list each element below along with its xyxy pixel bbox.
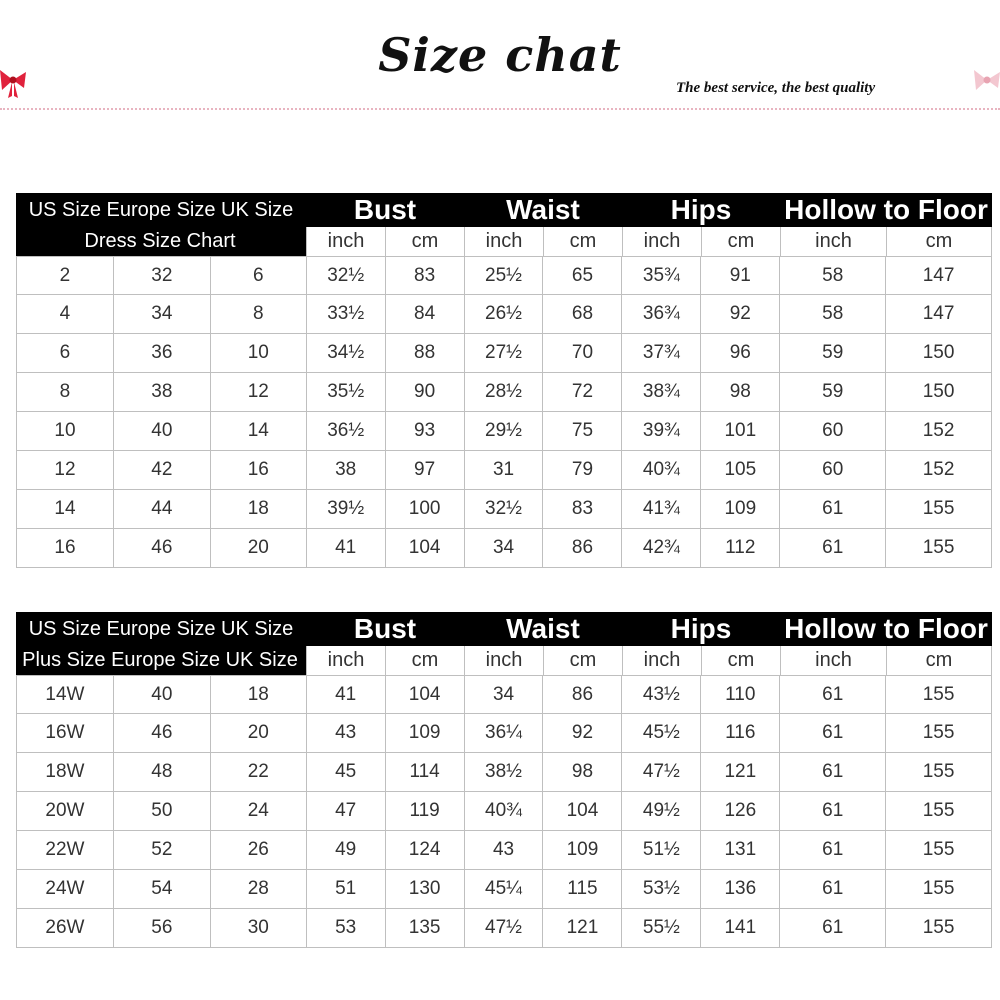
table-cell: 40 bbox=[114, 412, 211, 450]
table-cell: 55½ bbox=[622, 909, 701, 947]
table-cell: 119 bbox=[386, 792, 465, 830]
table-cell: 32½ bbox=[465, 490, 544, 528]
table-cell: 48 bbox=[114, 753, 211, 791]
table-cell: 155 bbox=[886, 870, 992, 908]
unit-row bbox=[306, 227, 992, 256]
group-waist: Waist bbox=[506, 194, 580, 225]
table-cell: 152 bbox=[886, 451, 992, 489]
table-cell: 50 bbox=[114, 792, 211, 830]
unit-label: cm bbox=[886, 646, 992, 675]
chart-name-label: Plus Size Europe Size UK Size bbox=[16, 646, 304, 675]
table-cell: 150 bbox=[886, 373, 992, 411]
table-cell: 92 bbox=[701, 295, 780, 333]
group-hips: Hips bbox=[670, 613, 732, 644]
table-cell: 32½ bbox=[307, 257, 386, 294]
table-cell: 16 bbox=[17, 529, 114, 567]
table-cell: 155 bbox=[886, 792, 992, 830]
table-cell: 109 bbox=[386, 714, 465, 752]
table-cell: 32 bbox=[114, 257, 211, 294]
dotted-divider bbox=[0, 108, 1000, 110]
table-cell: 51½ bbox=[622, 831, 701, 869]
size-header bbox=[16, 193, 306, 256]
table-cell: 96 bbox=[701, 334, 780, 372]
table-cell: 18 bbox=[211, 490, 307, 528]
table-cell: 60 bbox=[780, 412, 886, 450]
page-title: Size chat bbox=[378, 28, 622, 82]
table-cell: 40¾ bbox=[465, 792, 544, 830]
table-cell: 124 bbox=[386, 831, 465, 869]
table-cell: 14W bbox=[17, 676, 114, 713]
table-cell: 49 bbox=[307, 831, 386, 869]
table-cell: 84 bbox=[386, 295, 465, 333]
unit-label: cm bbox=[701, 227, 780, 256]
table-cell: 20 bbox=[211, 529, 307, 567]
table-cell: 41 bbox=[307, 676, 386, 713]
table-cell: 53 bbox=[307, 909, 386, 947]
table-cell: 101 bbox=[701, 412, 780, 450]
group-waist: Waist bbox=[506, 613, 580, 644]
table-body bbox=[16, 256, 992, 568]
table-row bbox=[17, 753, 992, 792]
table-row bbox=[17, 295, 992, 334]
size-header bbox=[16, 612, 306, 675]
table-cell: 56 bbox=[114, 909, 211, 947]
table-row bbox=[17, 529, 992, 568]
table-cell: 22W bbox=[17, 831, 114, 869]
table-cell: 45½ bbox=[622, 714, 701, 752]
table-cell: 58 bbox=[780, 295, 886, 333]
table-cell: 155 bbox=[886, 714, 992, 752]
table-row bbox=[17, 373, 992, 412]
unit-label: cm bbox=[385, 646, 464, 675]
table-cell: 155 bbox=[886, 676, 992, 713]
table-cell: 75 bbox=[543, 412, 622, 450]
bow-icon bbox=[0, 66, 26, 100]
table-cell: 18W bbox=[17, 753, 114, 791]
table-cell: 105 bbox=[701, 451, 780, 489]
group-hips: Hips bbox=[670, 194, 732, 225]
table-cell: 68 bbox=[543, 295, 622, 333]
group-hollow-to-floor: Hollow to Floor bbox=[784, 194, 988, 225]
table-cell: 34½ bbox=[307, 334, 386, 372]
table-cell: 61 bbox=[780, 753, 886, 791]
table-cell: 86 bbox=[543, 676, 622, 713]
plus-size-table bbox=[16, 612, 992, 948]
table-cell: 59 bbox=[780, 334, 886, 372]
size-header-label: US Size Europe Size UK Size bbox=[28, 618, 294, 640]
table-cell: 38 bbox=[114, 373, 211, 411]
table-cell: 43½ bbox=[622, 676, 701, 713]
table-cell: 36¼ bbox=[465, 714, 544, 752]
table-cell: 60 bbox=[780, 451, 886, 489]
table-cell: 45¼ bbox=[465, 870, 544, 908]
table-cell: 130 bbox=[386, 870, 465, 908]
table-cell: 121 bbox=[701, 753, 780, 791]
table-cell: 39¾ bbox=[622, 412, 701, 450]
table-cell: 150 bbox=[886, 334, 992, 372]
table-cell: 51 bbox=[307, 870, 386, 908]
table-cell: 100 bbox=[386, 490, 465, 528]
table-cell: 109 bbox=[701, 490, 780, 528]
table-cell: 20W bbox=[17, 792, 114, 830]
table-cell: 34 bbox=[465, 676, 544, 713]
table-cell: 91 bbox=[701, 257, 780, 294]
table-cell: 47½ bbox=[622, 753, 701, 791]
table-cell: 2 bbox=[17, 257, 114, 294]
table-header bbox=[16, 612, 992, 675]
table-cell: 41 bbox=[307, 529, 386, 567]
table-cell: 72 bbox=[543, 373, 622, 411]
table-cell: 97 bbox=[386, 451, 465, 489]
table-cell: 83 bbox=[386, 257, 465, 294]
table-cell: 136 bbox=[701, 870, 780, 908]
table-cell: 86 bbox=[543, 529, 622, 567]
table-cell: 46 bbox=[114, 529, 211, 567]
table-cell: 61 bbox=[780, 676, 886, 713]
unit-label: inch bbox=[622, 646, 701, 675]
table-cell: 115 bbox=[543, 870, 622, 908]
table-cell: 61 bbox=[780, 870, 886, 908]
table-cell: 28½ bbox=[465, 373, 544, 411]
table-cell: 58 bbox=[780, 257, 886, 294]
table-cell: 24W bbox=[17, 870, 114, 908]
table-cell: 98 bbox=[543, 753, 622, 791]
unit-label: inch bbox=[780, 227, 886, 256]
table-cell: 43 bbox=[307, 714, 386, 752]
table-cell: 8 bbox=[17, 373, 114, 411]
table-cell: 41¾ bbox=[622, 490, 701, 528]
table-cell: 79 bbox=[543, 451, 622, 489]
table-cell: 61 bbox=[780, 714, 886, 752]
table-row bbox=[17, 870, 992, 909]
table-cell: 20 bbox=[211, 714, 307, 752]
table-cell: 38 bbox=[307, 451, 386, 489]
table-cell: 52 bbox=[114, 831, 211, 869]
table-row bbox=[17, 451, 992, 490]
table-cell: 155 bbox=[886, 753, 992, 791]
table-cell: 14 bbox=[17, 490, 114, 528]
table-cell: 40¾ bbox=[622, 451, 701, 489]
table-cell: 10 bbox=[17, 412, 114, 450]
table-row bbox=[17, 334, 992, 373]
table-cell: 35¾ bbox=[622, 257, 701, 294]
table-cell: 88 bbox=[386, 334, 465, 372]
table-cell: 42 bbox=[114, 451, 211, 489]
table-cell: 8 bbox=[211, 295, 307, 333]
unit-row bbox=[306, 646, 992, 675]
table-cell: 45 bbox=[307, 753, 386, 791]
table-row bbox=[17, 831, 992, 870]
table-cell: 29½ bbox=[465, 412, 544, 450]
table-cell: 22 bbox=[211, 753, 307, 791]
table-cell: 28 bbox=[211, 870, 307, 908]
table-cell: 33½ bbox=[307, 295, 386, 333]
table-cell: 47 bbox=[307, 792, 386, 830]
table-cell: 34 bbox=[465, 529, 544, 567]
table-row bbox=[17, 675, 992, 714]
table-cell: 24 bbox=[211, 792, 307, 830]
unit-label: inch bbox=[780, 646, 886, 675]
table-cell: 36½ bbox=[307, 412, 386, 450]
table-cell: 155 bbox=[886, 529, 992, 567]
group-bust: Bust bbox=[353, 194, 417, 225]
unit-label: inch bbox=[464, 227, 543, 256]
table-cell: 109 bbox=[543, 831, 622, 869]
table-cell: 112 bbox=[701, 529, 780, 567]
table-cell: 147 bbox=[886, 257, 992, 294]
table-cell: 141 bbox=[701, 909, 780, 947]
table-cell: 27½ bbox=[465, 334, 544, 372]
table-cell: 39½ bbox=[307, 490, 386, 528]
table-cell: 61 bbox=[780, 529, 886, 567]
table-cell: 12 bbox=[211, 373, 307, 411]
table-cell: 53½ bbox=[622, 870, 701, 908]
table-cell: 14 bbox=[211, 412, 307, 450]
table-cell: 40 bbox=[114, 676, 211, 713]
group-hollow-to-floor: Hollow to Floor bbox=[784, 613, 988, 644]
table-cell: 35½ bbox=[307, 373, 386, 411]
table-row bbox=[17, 256, 992, 295]
table-cell: 61 bbox=[780, 909, 886, 947]
table-cell: 116 bbox=[701, 714, 780, 752]
table-cell: 38¾ bbox=[622, 373, 701, 411]
table-cell: 110 bbox=[701, 676, 780, 713]
table-cell: 46 bbox=[114, 714, 211, 752]
table-cell: 131 bbox=[701, 831, 780, 869]
table-cell: 90 bbox=[386, 373, 465, 411]
table-cell: 44 bbox=[114, 490, 211, 528]
table-header bbox=[16, 193, 992, 256]
table-cell: 65 bbox=[543, 257, 622, 294]
table-cell: 104 bbox=[543, 792, 622, 830]
unit-label: inch bbox=[622, 227, 701, 256]
table-cell: 93 bbox=[386, 412, 465, 450]
table-cell: 26 bbox=[211, 831, 307, 869]
table-cell: 114 bbox=[386, 753, 465, 791]
table-cell: 31 bbox=[465, 451, 544, 489]
table-cell: 36 bbox=[114, 334, 211, 372]
table-cell: 104 bbox=[386, 676, 465, 713]
table-cell: 104 bbox=[386, 529, 465, 567]
table-cell: 126 bbox=[701, 792, 780, 830]
table-cell: 12 bbox=[17, 451, 114, 489]
unit-label: inch bbox=[306, 646, 385, 675]
table-cell: 18 bbox=[211, 676, 307, 713]
unit-label: cm bbox=[886, 227, 992, 256]
table-cell: 37¾ bbox=[622, 334, 701, 372]
table-cell: 4 bbox=[17, 295, 114, 333]
table-cell: 61 bbox=[780, 831, 886, 869]
table-cell: 38½ bbox=[465, 753, 544, 791]
bow-icon bbox=[974, 66, 1000, 100]
table-cell: 49½ bbox=[622, 792, 701, 830]
table-cell: 155 bbox=[886, 909, 992, 947]
table-cell: 152 bbox=[886, 412, 992, 450]
unit-label: cm bbox=[385, 227, 464, 256]
dress-size-table bbox=[16, 193, 992, 568]
table-body bbox=[16, 675, 992, 948]
group-bust: Bust bbox=[353, 613, 417, 644]
table-cell: 70 bbox=[543, 334, 622, 372]
size-header-label: US Size Europe Size UK Size bbox=[28, 199, 294, 221]
chart-name-label: Dress Size Chart bbox=[16, 227, 304, 256]
table-cell: 155 bbox=[886, 490, 992, 528]
table-cell: 43 bbox=[465, 831, 544, 869]
table-cell: 54 bbox=[114, 870, 211, 908]
table-cell: 135 bbox=[386, 909, 465, 947]
table-row bbox=[17, 490, 992, 529]
table-cell: 26W bbox=[17, 909, 114, 947]
table-cell: 59 bbox=[780, 373, 886, 411]
table-cell: 6 bbox=[17, 334, 114, 372]
table-cell: 147 bbox=[886, 295, 992, 333]
unit-label: cm bbox=[543, 646, 622, 675]
table-cell: 121 bbox=[543, 909, 622, 947]
unit-label: inch bbox=[464, 646, 543, 675]
table-row bbox=[17, 792, 992, 831]
table-cell: 36¾ bbox=[622, 295, 701, 333]
table-cell: 155 bbox=[886, 831, 992, 869]
unit-label: cm bbox=[701, 646, 780, 675]
table-cell: 61 bbox=[780, 792, 886, 830]
unit-label: cm bbox=[543, 227, 622, 256]
unit-label: inch bbox=[306, 227, 385, 256]
table-cell: 26½ bbox=[465, 295, 544, 333]
table-cell: 16 bbox=[211, 451, 307, 489]
table-row bbox=[17, 412, 992, 451]
page-subtitle: The best service, the best quality bbox=[676, 80, 876, 96]
table-row bbox=[17, 909, 992, 948]
table-cell: 47½ bbox=[465, 909, 544, 947]
table-cell: 25½ bbox=[465, 257, 544, 294]
table-cell: 16W bbox=[17, 714, 114, 752]
table-cell: 42¾ bbox=[622, 529, 701, 567]
table-cell: 98 bbox=[701, 373, 780, 411]
table-cell: 10 bbox=[211, 334, 307, 372]
table-cell: 92 bbox=[543, 714, 622, 752]
table-cell: 83 bbox=[543, 490, 622, 528]
table-cell: 34 bbox=[114, 295, 211, 333]
table-cell: 61 bbox=[780, 490, 886, 528]
table-cell: 6 bbox=[211, 257, 307, 294]
table-row bbox=[17, 714, 992, 753]
table-cell: 30 bbox=[211, 909, 307, 947]
